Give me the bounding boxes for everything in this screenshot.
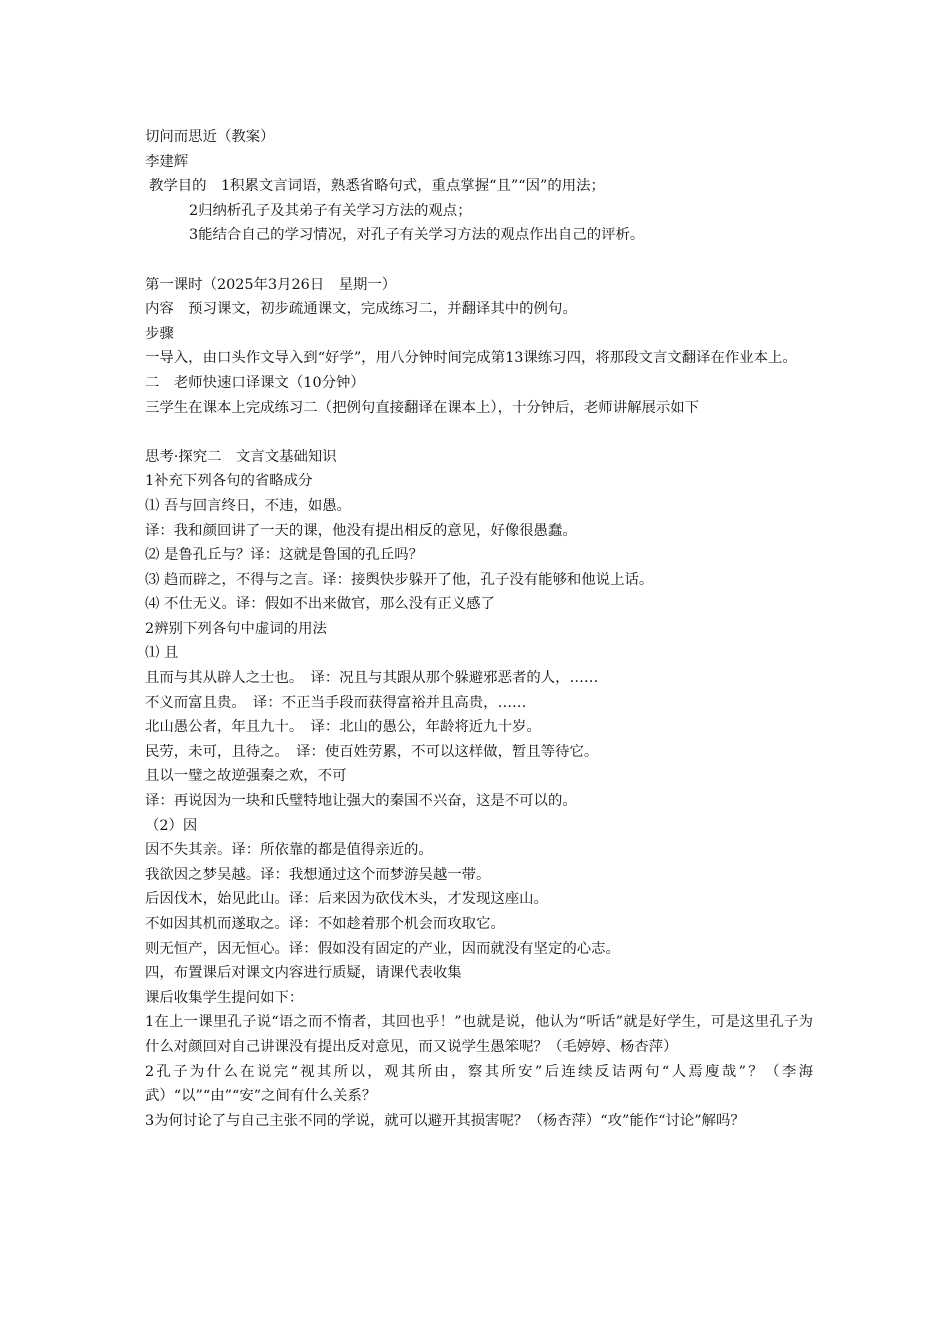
list-item: 后因伐木，始见此山。译：后来因为砍伐木头，才发现这座山。: [145, 891, 548, 908]
list-item: 民劳，未可，且待之。 译：使百姓劳累，不可以这样做，暂且等待它。: [145, 743, 599, 760]
step-2: 二 老师快速口译课文（10分钟）: [145, 374, 365, 391]
explore-heading: 思考·探究二 文言文基础知识: [145, 448, 337, 465]
list-item: 我欲因之梦吴越。译：我想通过这个而梦游吴越一带。: [145, 866, 491, 883]
goal-1: 教学目的 1积累文言词语，熟悉省略句式，重点掌握“且”“因”的用法；: [149, 178, 605, 195]
lesson-heading: 第一课时（2025年3月26日 星期一）: [145, 276, 397, 293]
goal-2: 2归纳析孔子及其弟子有关学习方法的观点；: [189, 202, 472, 219]
qie-label: ⑴ 且: [145, 645, 179, 662]
list-item: 且以一璧之故逆强秦之欢，不可: [145, 768, 347, 785]
list-item: 不如因其机而遂取之。译：不如趁着那个机会而攻取它。: [145, 916, 505, 932]
goal-3: 3能结合自己的学习情况，对孔子有关学习方法的观点作出自己的评析。: [189, 227, 645, 244]
lesson-content: 内容 预习课文，初步疏通课文，完成练习二，并翻译其中的例句。: [145, 301, 577, 318]
list-item: 译：再说因为一块和氏璧特地让强大的秦国不兴奋，这是不可以的。: [145, 793, 577, 810]
steps-label: 步骤: [145, 325, 174, 342]
list-item: ⑴ 吾与回言终日，不违，如愚。: [145, 497, 352, 514]
list-item: 译：我和颜回讲了一天的课，他没有提出相反的意见，好像很愚蠢。: [145, 522, 577, 539]
list-item: ⑵ 是鲁孔丘与？译：这就是鲁国的孔丘吗？: [145, 547, 423, 564]
doc-title: 切问而思近（教案）: [145, 129, 275, 145]
list-item: 不义而富且贵。 译：不正当手段而获得富裕并且高贵，……: [145, 694, 527, 711]
step-3: 三学生在课本上完成练习二（把例句直接翻译在课本上），十分钟后，老师讲解展示如下: [145, 399, 700, 416]
question-2: 2孔子为什么在说完“视其所以，观其所由，察其所安”后连续反诘两句“人焉廋哉”？（李海武）“以”“由”“安”之间有什么关系？: [145, 1063, 813, 1105]
list-item: 因不失其亲。译：所依靠的都是值得亲近的。: [145, 842, 433, 859]
list-item: ⑷ 不仕无义。译：假如不出来做官，那么没有正义感了: [145, 596, 495, 613]
spacer: [145, 248, 813, 273]
list-item: 则无恒产，因无恒心。译：假如没有固定的产业，因而就没有坚定的心志。: [145, 940, 620, 957]
after-collect: 课后收集学生提问如下：: [145, 989, 304, 1006]
explore-sub2: 2辨别下列各句中虚词的用法: [145, 620, 327, 637]
doc-author: 李建辉: [145, 153, 189, 170]
list-item: 且而与其从辟人之士也。 译：况且与其跟从那个躲避邪恶者的人，……: [145, 670, 599, 687]
question-3: 3为何讨论了与自己主张不同的学说，就可以避开其损害呢？（杨杏萍）“攻”能作“讨论”解吗？: [145, 1112, 745, 1129]
document-body: [145, 125, 813, 1133]
list-item: 北山愚公者，年且九十。 译：北山的愚公，年龄将近九十岁。: [145, 719, 541, 736]
step-1: 一导入，由口头作文导入到“好学”，用八分钟时间完成第13课练习四，将那段文言文翻译在作业本上。: [145, 350, 797, 367]
list-item: ⑶ 趋而辟之，不得与之言。译：接舆快步躲开了他，孔子没有能够和他说上话。: [145, 571, 654, 588]
explore-sub1: 1补充下列各句的省略成分: [145, 473, 313, 490]
after-heading: 四，布置课后对课文内容进行质疑，请课代表收集: [145, 965, 462, 982]
spacer: [145, 420, 813, 445]
question-1: 1在上一课里孔子说“语之而不惰者，其回也乎！”也就是说，他认为“听话”就是好学生，可是这里孔子为什么对颜回对自己讲课没有提出反对意见，而又说学生愚笨呢？（毛婷婷、杨杏萍）: [145, 1014, 813, 1055]
yin-label: （2）因: [145, 817, 198, 834]
